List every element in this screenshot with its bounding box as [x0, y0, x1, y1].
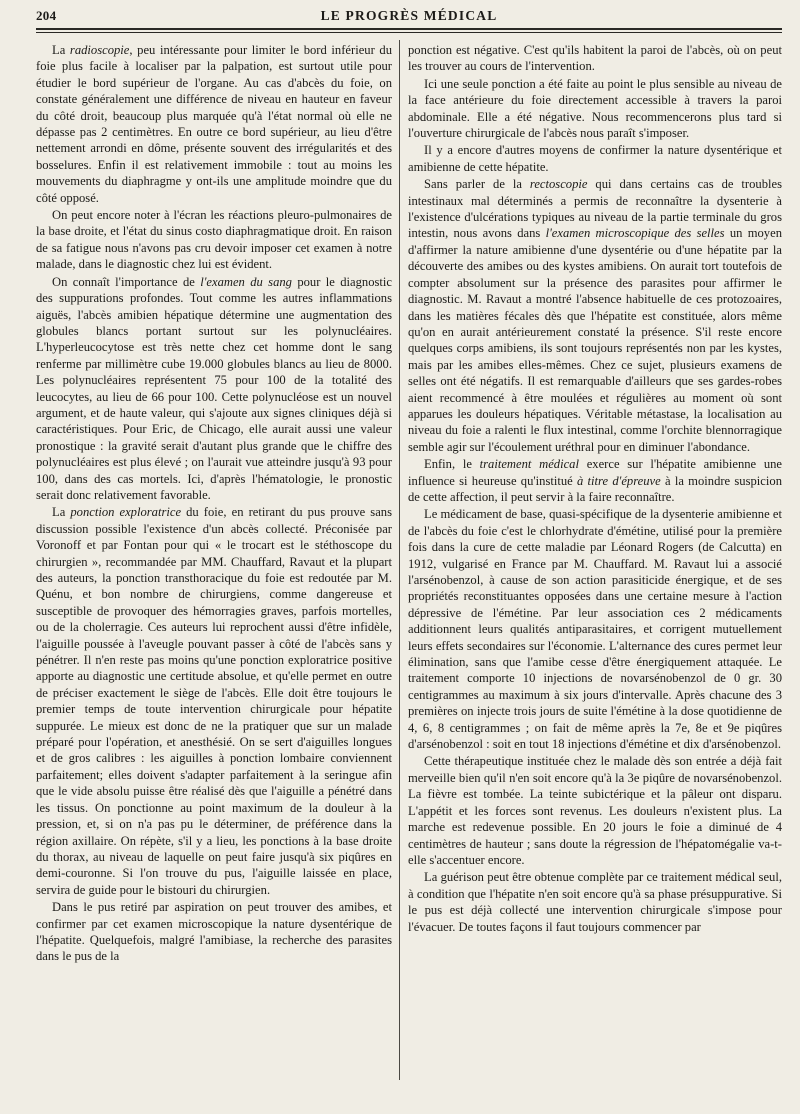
paragraph — [408, 76, 782, 142]
italic-run: rectoscopie — [529, 177, 588, 192]
text-run: Cette thérapeutique instituée chez le malade dès son entrée a déjà fait merveille bien qu'il n'en soit encore qu'à la 3e piqûre de novarsénobenzol. La fièvre est tombée. La teinte subictérique et la pâleur ont disparu. L'appétit et les forces sont revenus. Les douleurs n'existent plus. La marche est redevenue possible. En 20 jours le foie a diminué de 4 centimètres de hauteur ; sans doute la régression de l'hépatomégalie va-t-elle s'accentuer encore. — [408, 754, 782, 867]
header-rule — [36, 28, 782, 30]
text-run: qui dans certains cas de troubles intestinaux mal déterminés a permis de reconnaître la dysenterie à l'existence d'ulcérations typiques au niveau de la partie terminale du gros intestin, nous avons dans — [408, 177, 782, 241]
header-rule-thin — [36, 32, 782, 33]
right-column — [408, 42, 782, 935]
text-run: La — [52, 505, 71, 520]
paragraph — [36, 274, 392, 504]
paragraph — [36, 504, 392, 898]
italic-run: à titre d'épreuve — [577, 473, 661, 488]
text-run: On peut encore noter à l'écran les réactions pleuro-pulmonaires de la base droite, et l'état du sinus costo diaphragmatique droit. En raison de sa fatigue nous n'avons pas cru devoir imposer cet examen à notre malade, dans le diagnostic chez lui est évident. — [36, 208, 392, 272]
paragraph — [408, 176, 782, 455]
text-run: Ici une seule ponction a été faite au point le plus sensible au niveau de la face antérieure du foie directement accessible à travers la paroi abdominale. Elle a été négative. Nous recommencerons plus tard si l'ouverture chirurgicale de l'abcès nous paraît s'imposer. — [408, 76, 782, 141]
paragraph — [408, 142, 782, 175]
page-header — [36, 4, 782, 26]
text-run: , peu intéressante pour limiter le bord inférieur du foie plus facile à localiser par la palpation, est surtout utile pour étudier le bord supérieur de l'organe. Au cas d'abcès du foie, on constate généralement une différence de niveau en hauteur en faveur du côté droit, beaucoup plus marquée qu'à l'état normal où elle ne dépasse pas 2 centimètres. En outre ce bord supérieur, au lieu d'être nettement arrondi en dôme, présente souvent des irrégularités et des bosselures. Enfin il est relativement immobile : tout au moins les mouvements du diaphragme y ont-ils une amplitude moindre que du côté opposé. — [36, 43, 392, 205]
text-run: à la moindre suspicion de cette affection, il peut servir à la faire reconnaître. — [408, 473, 782, 504]
italic-run: traitement médical — [479, 457, 579, 472]
paragraph — [36, 207, 392, 273]
text-run: La — [52, 43, 70, 57]
italic-run: l'examen du sang — [200, 274, 292, 289]
italic-run: l'examen microscopique des selles — [545, 226, 725, 241]
journal-title: LE PROGRÈS MÉDICAL — [320, 8, 498, 23]
text-run: Sans parler de la — [424, 177, 530, 192]
paragraph — [36, 899, 392, 965]
column-divider — [399, 40, 400, 1080]
text-run: On connaît l'importance de — [52, 274, 201, 289]
paragraph — [36, 42, 392, 206]
paragraph — [408, 869, 782, 935]
paragraph — [408, 42, 782, 75]
text-run: Dans le pus retiré par aspiration on peut trouver des amibes, et confirmer par cet examen microscopique la nature dysentérique de l'hépatite. Quelquefois, malgré l'amibiase, la recherche des parasites dans le pus de la — [36, 900, 392, 964]
paragraph — [408, 753, 782, 868]
text-run: ponction est négative. C'est qu'ils habitent la paroi de l'abcès, où on peut les trouver au cours de l'intervention. — [408, 43, 782, 74]
text-run: La guérison peut être obtenue complète par ce traitement médical seul, à condition que l'hépatite n'en soit encore qu'à sa phase présuppurative. Si le pus est déjà collecté une intervention chirurgicale s'impose pour l'évacuer. De toutes façons il faut toujours commencer par — [408, 870, 782, 934]
text-run: Le médicament de base, quasi-spécifique de la dysenterie amibienne et de l'abcès du foie c'est le chlorhydrate d'émétine, utilisé pour la première fois dans la cure de cette maladie par Léonard Rogers (de Calcutta) en 1912, vulgarisé en France par M. Chauffard. M. Ravaut lui a associé l'arsénobenzol, à cause de son action parasiticide énergique, et de ses propriétés reconstituantes opposées dans une certaine mesure à l'action dépressive de l'émétine. Par leur association ces 2 médicaments additionnent leurs qualités antiparasitaires, et corrigent mutuellement leurs effets secondaires sur l'économie. L'alternance des cures permet leur élimination, sans que l'amibe cesse d'être énergiquement attaquée. Le traitement comporte 10 injections de novarsénobenzol de 0 gr. 30 centigrammes au maximum à six jours d'intervalle. Après chacune des 3 premières on injecte trois jours de suite l'émétine à la dose quotidienne de 4, 6, 8 centigrammes ; on fait de même après la 7e, 8e et 9e piqûres d'arsénobenzol : soit en tout 18 injections d'émétine et dix d'arsénobenzol. — [408, 507, 782, 752]
text-run: Enfin, le — [424, 457, 480, 472]
text-run: un moyen d'affirmer la nature amibienne d'une dysentérie ou d'une hépatite par la découverte des amibes ou des kystes amibiens. On aurait tort toutefois de compter absolument sur la présence des parasites pour affirmer le diagnostic. M. Ravaut a montré l'absence habituelle de ces protozoaires, dans les matières fécales dès que l'hépatite est constituée, alors même qu'on en aurait antérieurement constaté la présence. S'il reste encore quelques corps amibiens, ils sont toujours représentés non par les kystes, mais par les amibes elles-mêmes. Chez ce sujet, plusieurs examens de selles ont été négatifs. Il est remarquable d'ailleurs que ses gardes-robes aient recommencé à être moulées et régulières au moment où sont apparues les douleurs hépatiques. Véritable métastase, la localisation au niveau du foie a ralenti le flux intestinal, comme l'orchite blennorragique semble agir sur l'écoulement uréthral pour en diminuer l'abondance. — [408, 226, 782, 454]
italic-run: radioscopie — [69, 43, 130, 57]
text-run: pour le diagnostic des suppurations profondes. Tout comme les autres inflammations aiguës, l'abcès amibien hépatique détermine une augmentation des globules blancs portant surtout sur les polynucléaires. L'hyperleucocytose est très nette chez cet homme dont le sang renferme par millimètre cube 19.000 globules blancs au lieu de 8000. Les polynucléaires représentent 75 pour 100 de la totalité des leucocytes, au lieu de 66 pour 100. Cette polynucléose est un nouvel argument, et de haute valeur, qui s'ajoute aux signes cliniques déjà si caractéristiques. Pour Eric, de Chicago, elle aurait aussi une valeur pronostique : la gravité serait d'autant plus grande que le chiffre des polynucléaires est plus élevé ; on l'aurait vue atteindre jusqu'à 93 pour 100, dans des cas mortels. Ici, d'après l'hématologie, le pronostic serait donc relativement favorable. — [36, 274, 392, 502]
text-run: du foie, en retirant du pus prouve sans discussion possible l'existence d'un abcès collecté. Préconisée par Voronoff et par Fontan pour qui « le trocart est le stéthoscope du chirurgien », recommandée par MM. Chauffard, Ravaut et la plupart des auteurs, la ponction transthoracique du foie est redoutée par M. Quénu, et bon nombre de chirurgiens, comme dangereuse et susceptible de provoquer des hémorragies graves, parfois mortelles, ou de la cholerragie. Ces auteurs lui reprochent aussi d'être infidèle, l'aiguille poussée à l'aveugle pouvant passer à côté de l'abcès sans y pénétrer. Il n'en reste pas moins qu'une ponction exploratrice positive apporte au diagnostic une certitude absolue, et qu'elle permet en outre de préciser exactement le siège de l'abcès. Elle doit être toujours le premier temps de toute intervention chirurgicale pour hépatite suppurée. Le mieux est donc de ne la pratiquer que sur un malade préparé pour l'opération, et anesthésié. On se sert d'aiguilles longues et de gros calibres : les aiguilles à ponction lombaire conviennent parfaitement; elles doivent s'adapter parfaitement à la seringue afin que le vide absolu puisse être réalisé dès que l'aiguille a pénétré dans les tissus. On ponctionne au point maximum de la douleur à la pression, et, si on n'a pas pu le déterminer, de préférence dans la région axillaire. On répète, s'il y a lieu, les ponctions à la base droite du thorax, au niveau de laquelle on peut faire jusqu'à six piqûres en demi-couronne. Si l'on trouve du pus, l'aiguille laissée en place, servira de guide pour le bistouri du chirurgien. — [36, 505, 392, 897]
paragraph — [408, 506, 782, 752]
paragraph — [408, 456, 782, 505]
text-run: Il y a encore d'autres moyens de confirmer la nature dysentérique et amibienne de cette hépatite. — [408, 143, 782, 174]
left-column — [36, 42, 392, 965]
text-run: exerce sur l'hépatite amibienne une influence si heureuse qu'institué — [408, 457, 783, 488]
page-number: 204 — [36, 8, 57, 23]
italic-run: ponction exploratrice — [70, 505, 182, 520]
